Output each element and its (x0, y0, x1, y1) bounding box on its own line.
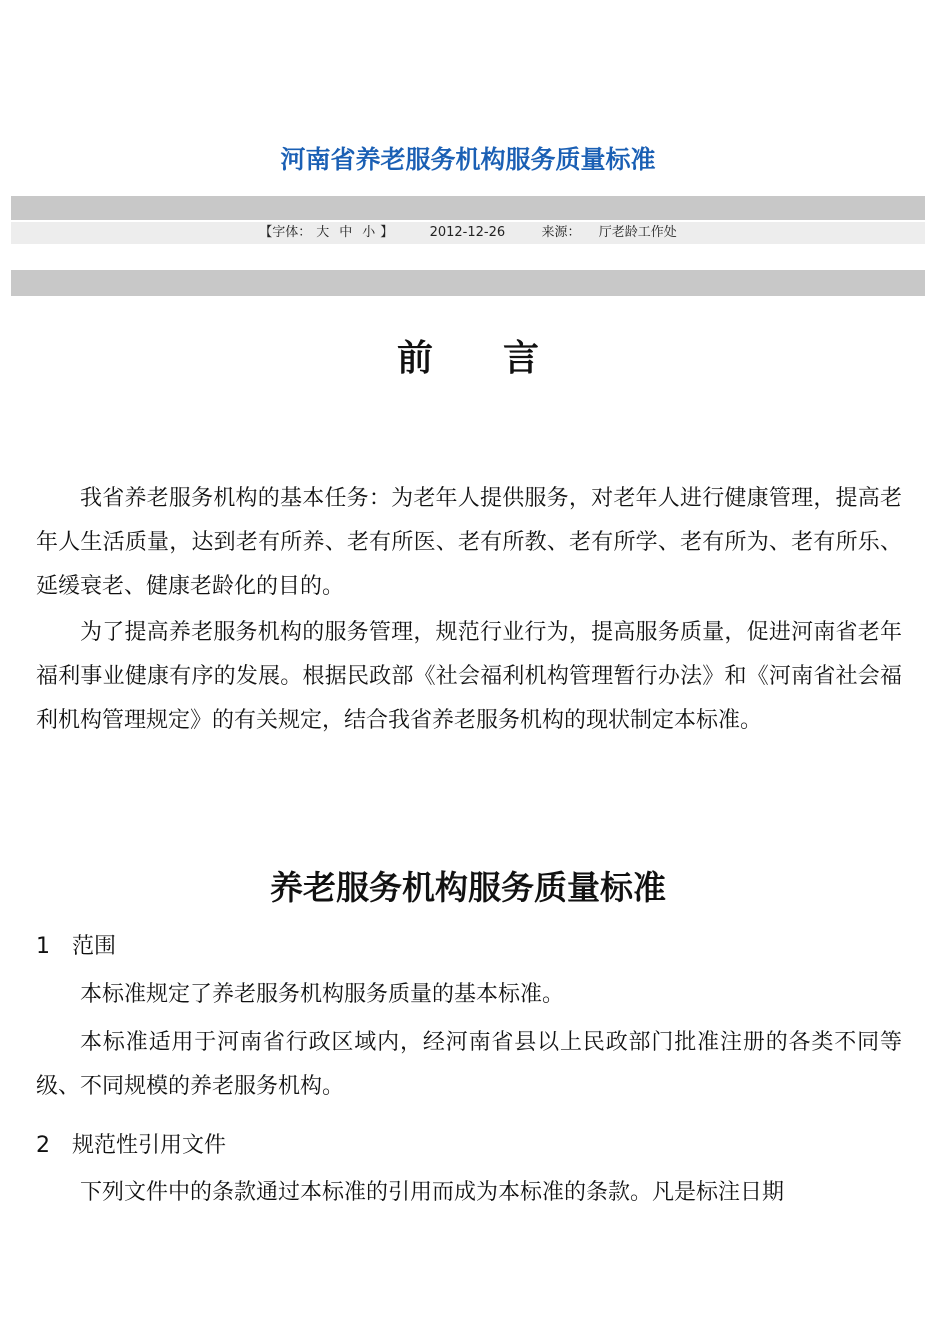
standard-heading: 养老服务机构服务质量标准 (270, 868, 666, 907)
preface-heading-left: 前 (396, 337, 433, 379)
section-title: 范围 (72, 934, 117, 959)
section-title: 规范性引用文件 (72, 1133, 227, 1158)
section-number: 1 (36, 934, 50, 959)
source-label: 来源： (541, 225, 581, 240)
source-value: 厅老龄工作处 (598, 225, 677, 240)
page-title: 河南省养老服务机构服务质量标准 (280, 145, 656, 174)
header-divider-bar (11, 196, 925, 220)
font-size-medium-link[interactable]: 中 (339, 225, 353, 240)
section-heading (36, 929, 116, 960)
article-meta-bar (11, 222, 925, 244)
preface-paragraph: 为了提高养老服务机构的服务管理，规范行业行为，提高服务质量，促进河南省老年福利事业健康有序的发展。根据民政部《社会福利机构管理暂行办法》和《河南省社会福利机构管理规定》的有关规定，结合我省养老服务机构的现状制定本标准。 (36, 620, 902, 733)
section-paragraph: 本标准规定了养老服务机构服务质量的基本标准。 (80, 982, 565, 1007)
font-size-large-link[interactable]: 大 (316, 225, 330, 240)
content-divider-bar (11, 270, 925, 296)
section-heading (36, 1128, 226, 1159)
preface-heading (0, 330, 936, 381)
publish-date: 2012-12-26 (429, 225, 506, 240)
font-size-small-link[interactable]: 小 (362, 225, 376, 240)
section-paragraph: 本标准适用于河南省行政区域内，经河南省县以上民政部门批准注册的各类不同等级、不同规模的养老服务机构。 (36, 1030, 902, 1099)
font-size-label: 【字体： (259, 225, 312, 240)
preface-heading-right: 言 (503, 337, 540, 379)
preface-paragraph: 我省养老服务机构的基本任务：为老年人提供服务，对老年人进行健康管理，提高老年人生活质量，达到老有所养、老有所医、老有所教、老有所学、老有所为、老有所乐、延缓衰老、健康老龄化的目的。 (36, 486, 902, 599)
font-size-close: 】 (380, 225, 394, 240)
section-paragraph: 下列文件中的条款通过本标准的引用而成为本标准的条款。凡是标注日期 (80, 1180, 785, 1205)
section-number: 2 (36, 1133, 50, 1158)
